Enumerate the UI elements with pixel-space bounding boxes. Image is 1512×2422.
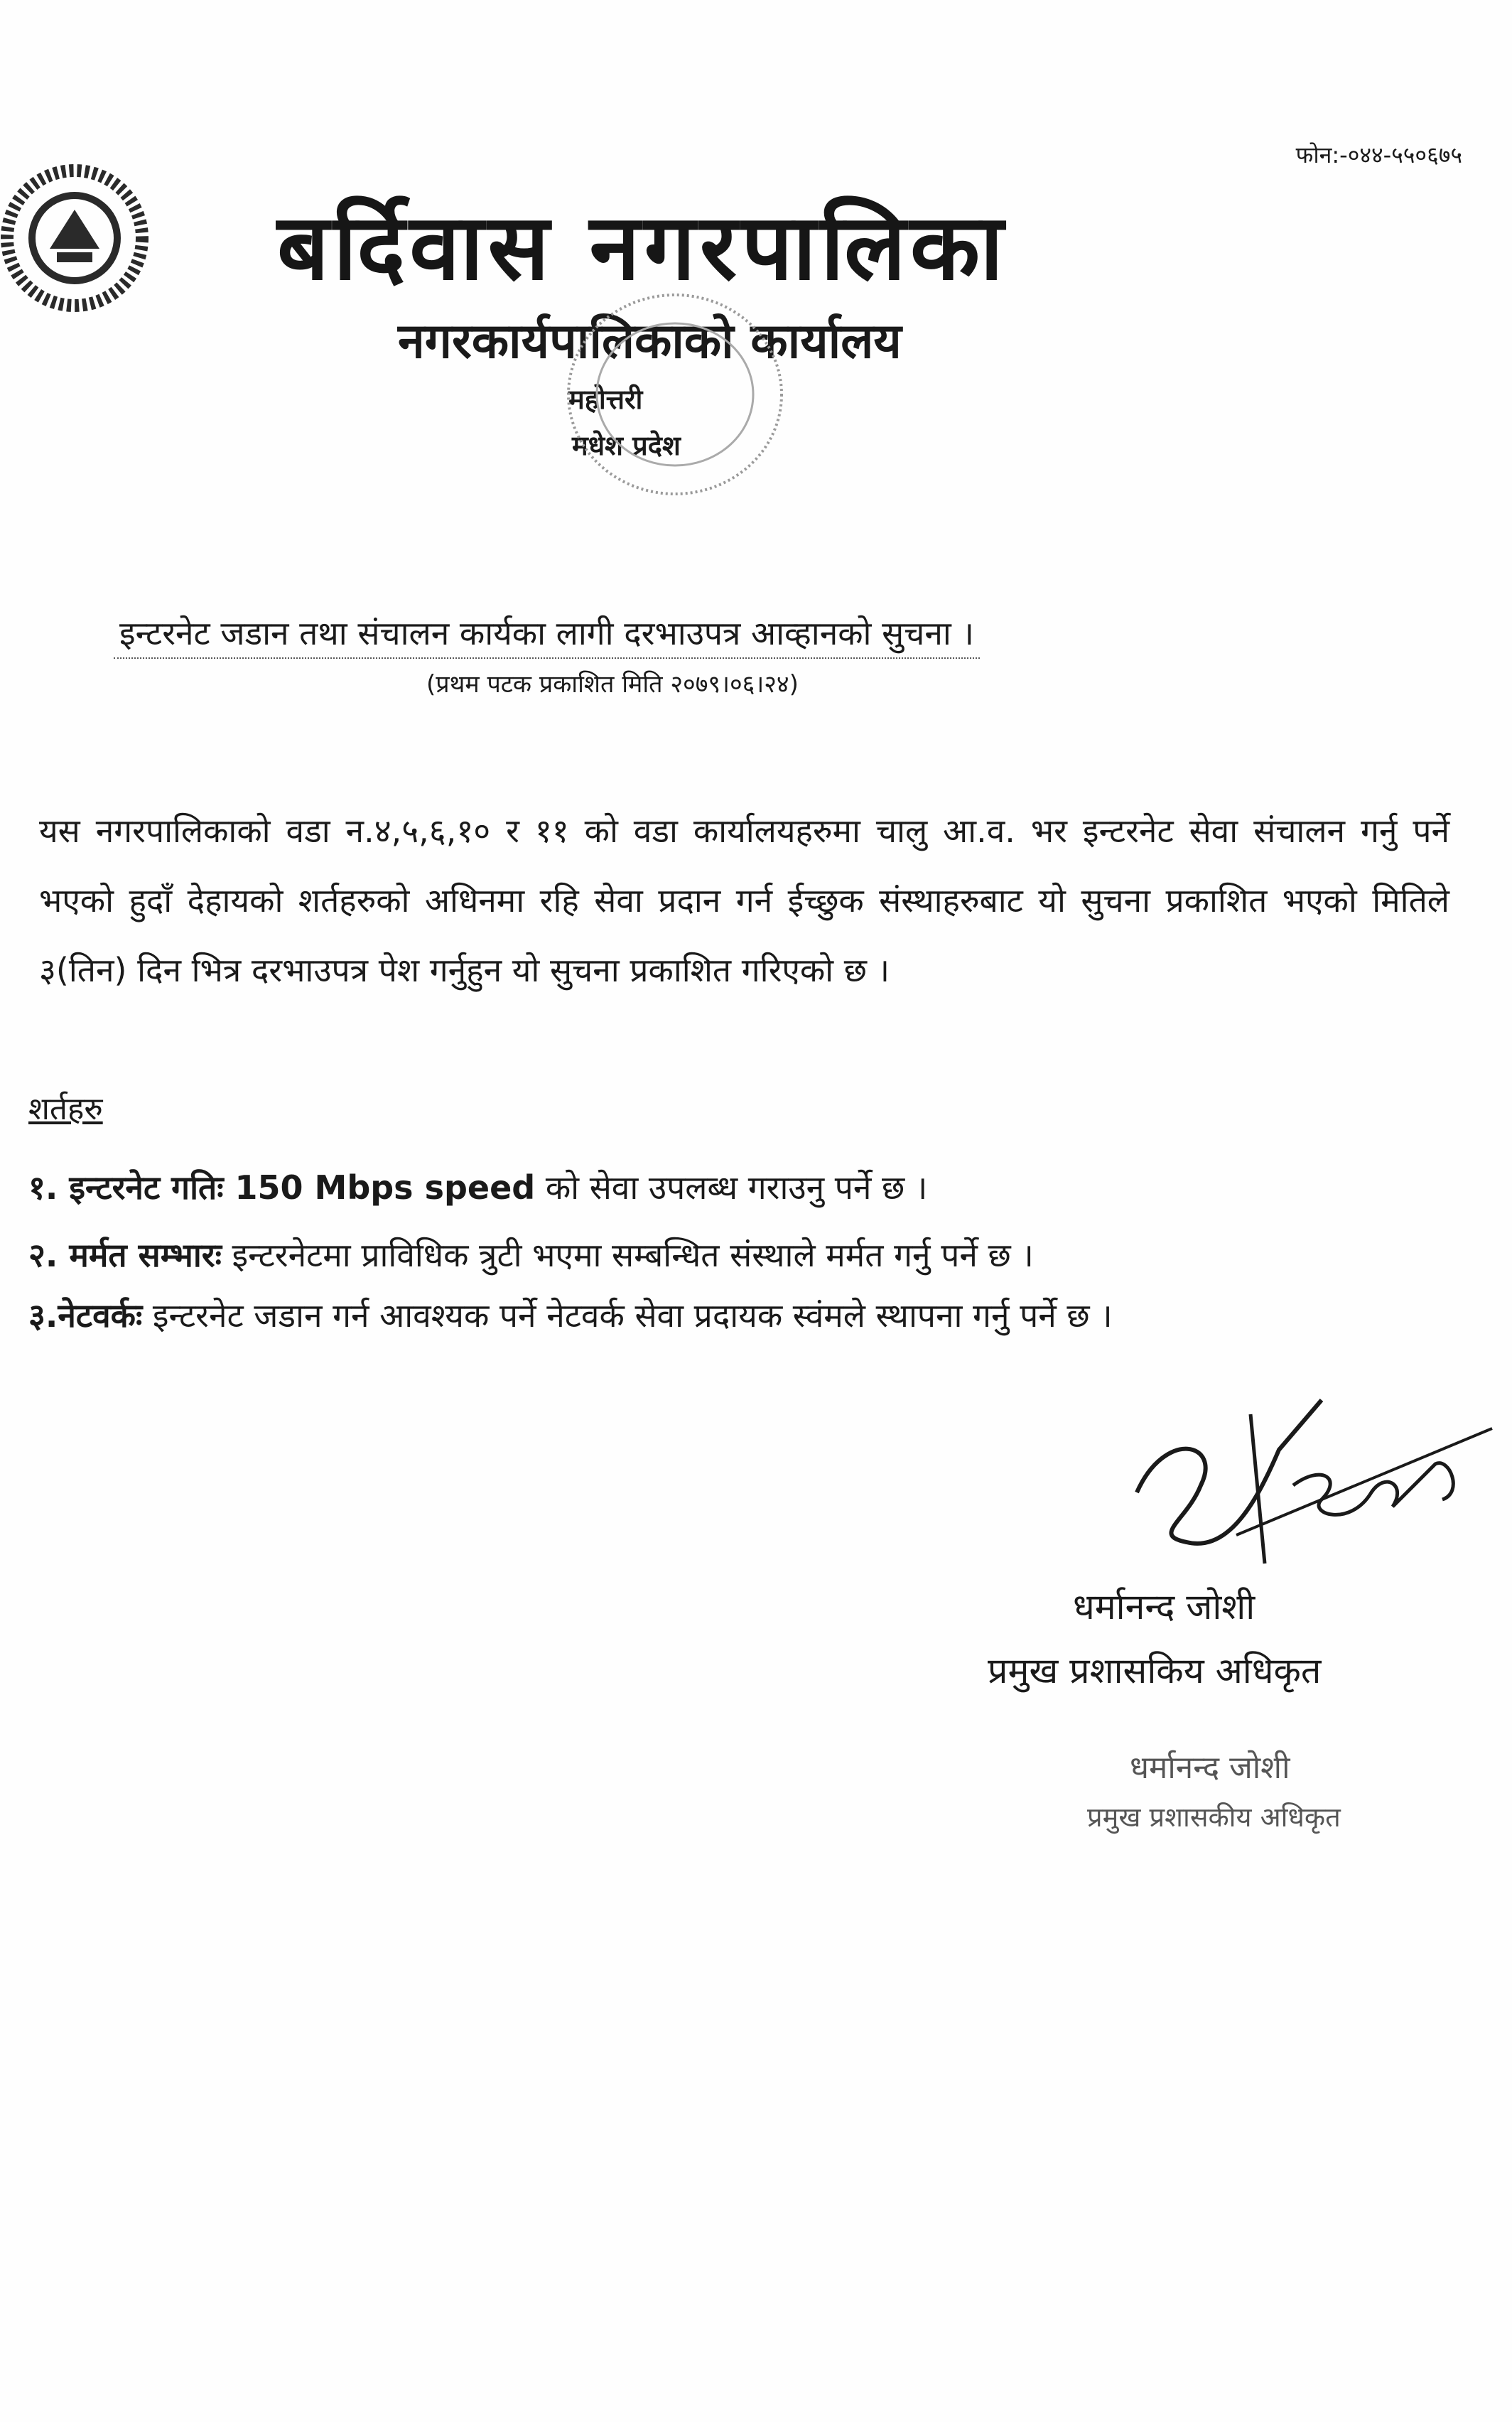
condition-item <box>28 1226 1449 1284</box>
municipality-title: बर्दिवास नगरपालिका <box>277 194 1008 301</box>
stamp-name: धर्मानन्द जोशी <box>1130 1750 1290 1786</box>
condition-label: ३.नेटवर्कः <box>28 1296 143 1335</box>
municipality-emblem-icon <box>0 142 163 334</box>
condition-label: १. इन्टरनेट गतिः 150 Mbps speed <box>28 1168 536 1207</box>
office-seal-icon <box>540 270 810 526</box>
condition-text: इन्टरनेट जडान गर्न आवश्यक पर्ने नेटवर्क सेवा प्रदायक स्वंमले स्थापना गर्नु पर्ने छ । <box>142 1296 1113 1335</box>
conditions-heading: शर्तहरु <box>28 1091 103 1127</box>
condition-label: २. मर्मत सम्भारः <box>28 1236 222 1274</box>
office-subtitle: नगरकार्यपालिकाको कार्यालय <box>398 313 902 370</box>
phone-number: फोन:-०४४-५५०६७५ <box>1295 141 1462 168</box>
signatory-name: धर्मानन्द जोशी <box>1073 1586 1256 1627</box>
condition-text: को सेवा उपलब्ध गराउनु पर्ने छ । <box>535 1168 928 1207</box>
province-name: मधेश प्रदेश <box>572 430 681 461</box>
condition-text: इन्टरनेटमा प्राविधिक त्रुटी भएमा सम्बन्धित संस्थाले मर्मत गर्नु पर्ने छ । <box>221 1236 1034 1274</box>
notice-paragraph: यस नगरपालिकाको वडा न.४,५,६,१० र ११ को वडा कार्यालयहरुमा चालु आ.व. भर इन्टरनेट सेवा संचालन गर्नु पर्ने भएको हुदाँ देहायको शर्तहरुको अधिनमा रहि सेवा प्रदान गर्न ईच्छुक संस्थाहरुबाट यो सुचना प्रकाशित भएको मितिले ३(तिन) दिन भित्र दरभाउपत्र पेश गर्नुहुन यो सुचना प्रकाशित गरिएको छ । <box>39 812 1449 989</box>
district-name: महोत्तरी <box>568 384 643 415</box>
condition-item <box>28 1286 1449 1345</box>
handwritten-signature-icon <box>1108 1386 1506 1585</box>
condition-item <box>28 1158 1449 1217</box>
notice-publish-date: (प्रथम पटक प्रकाशित मिति २०७९।०६।२४) <box>426 670 799 699</box>
notice-title: इन्टरनेट जडान तथा संचालन कार्यका लागी दरभाउपत्र आव्हानको सुचना । <box>114 608 980 659</box>
stamp-designation: प्रमुख प्रशासकीय अधिकृत <box>1087 1802 1341 1833</box>
signatory-designation: प्रमुख प्रशासकिय अधिकृत <box>988 1650 1322 1691</box>
